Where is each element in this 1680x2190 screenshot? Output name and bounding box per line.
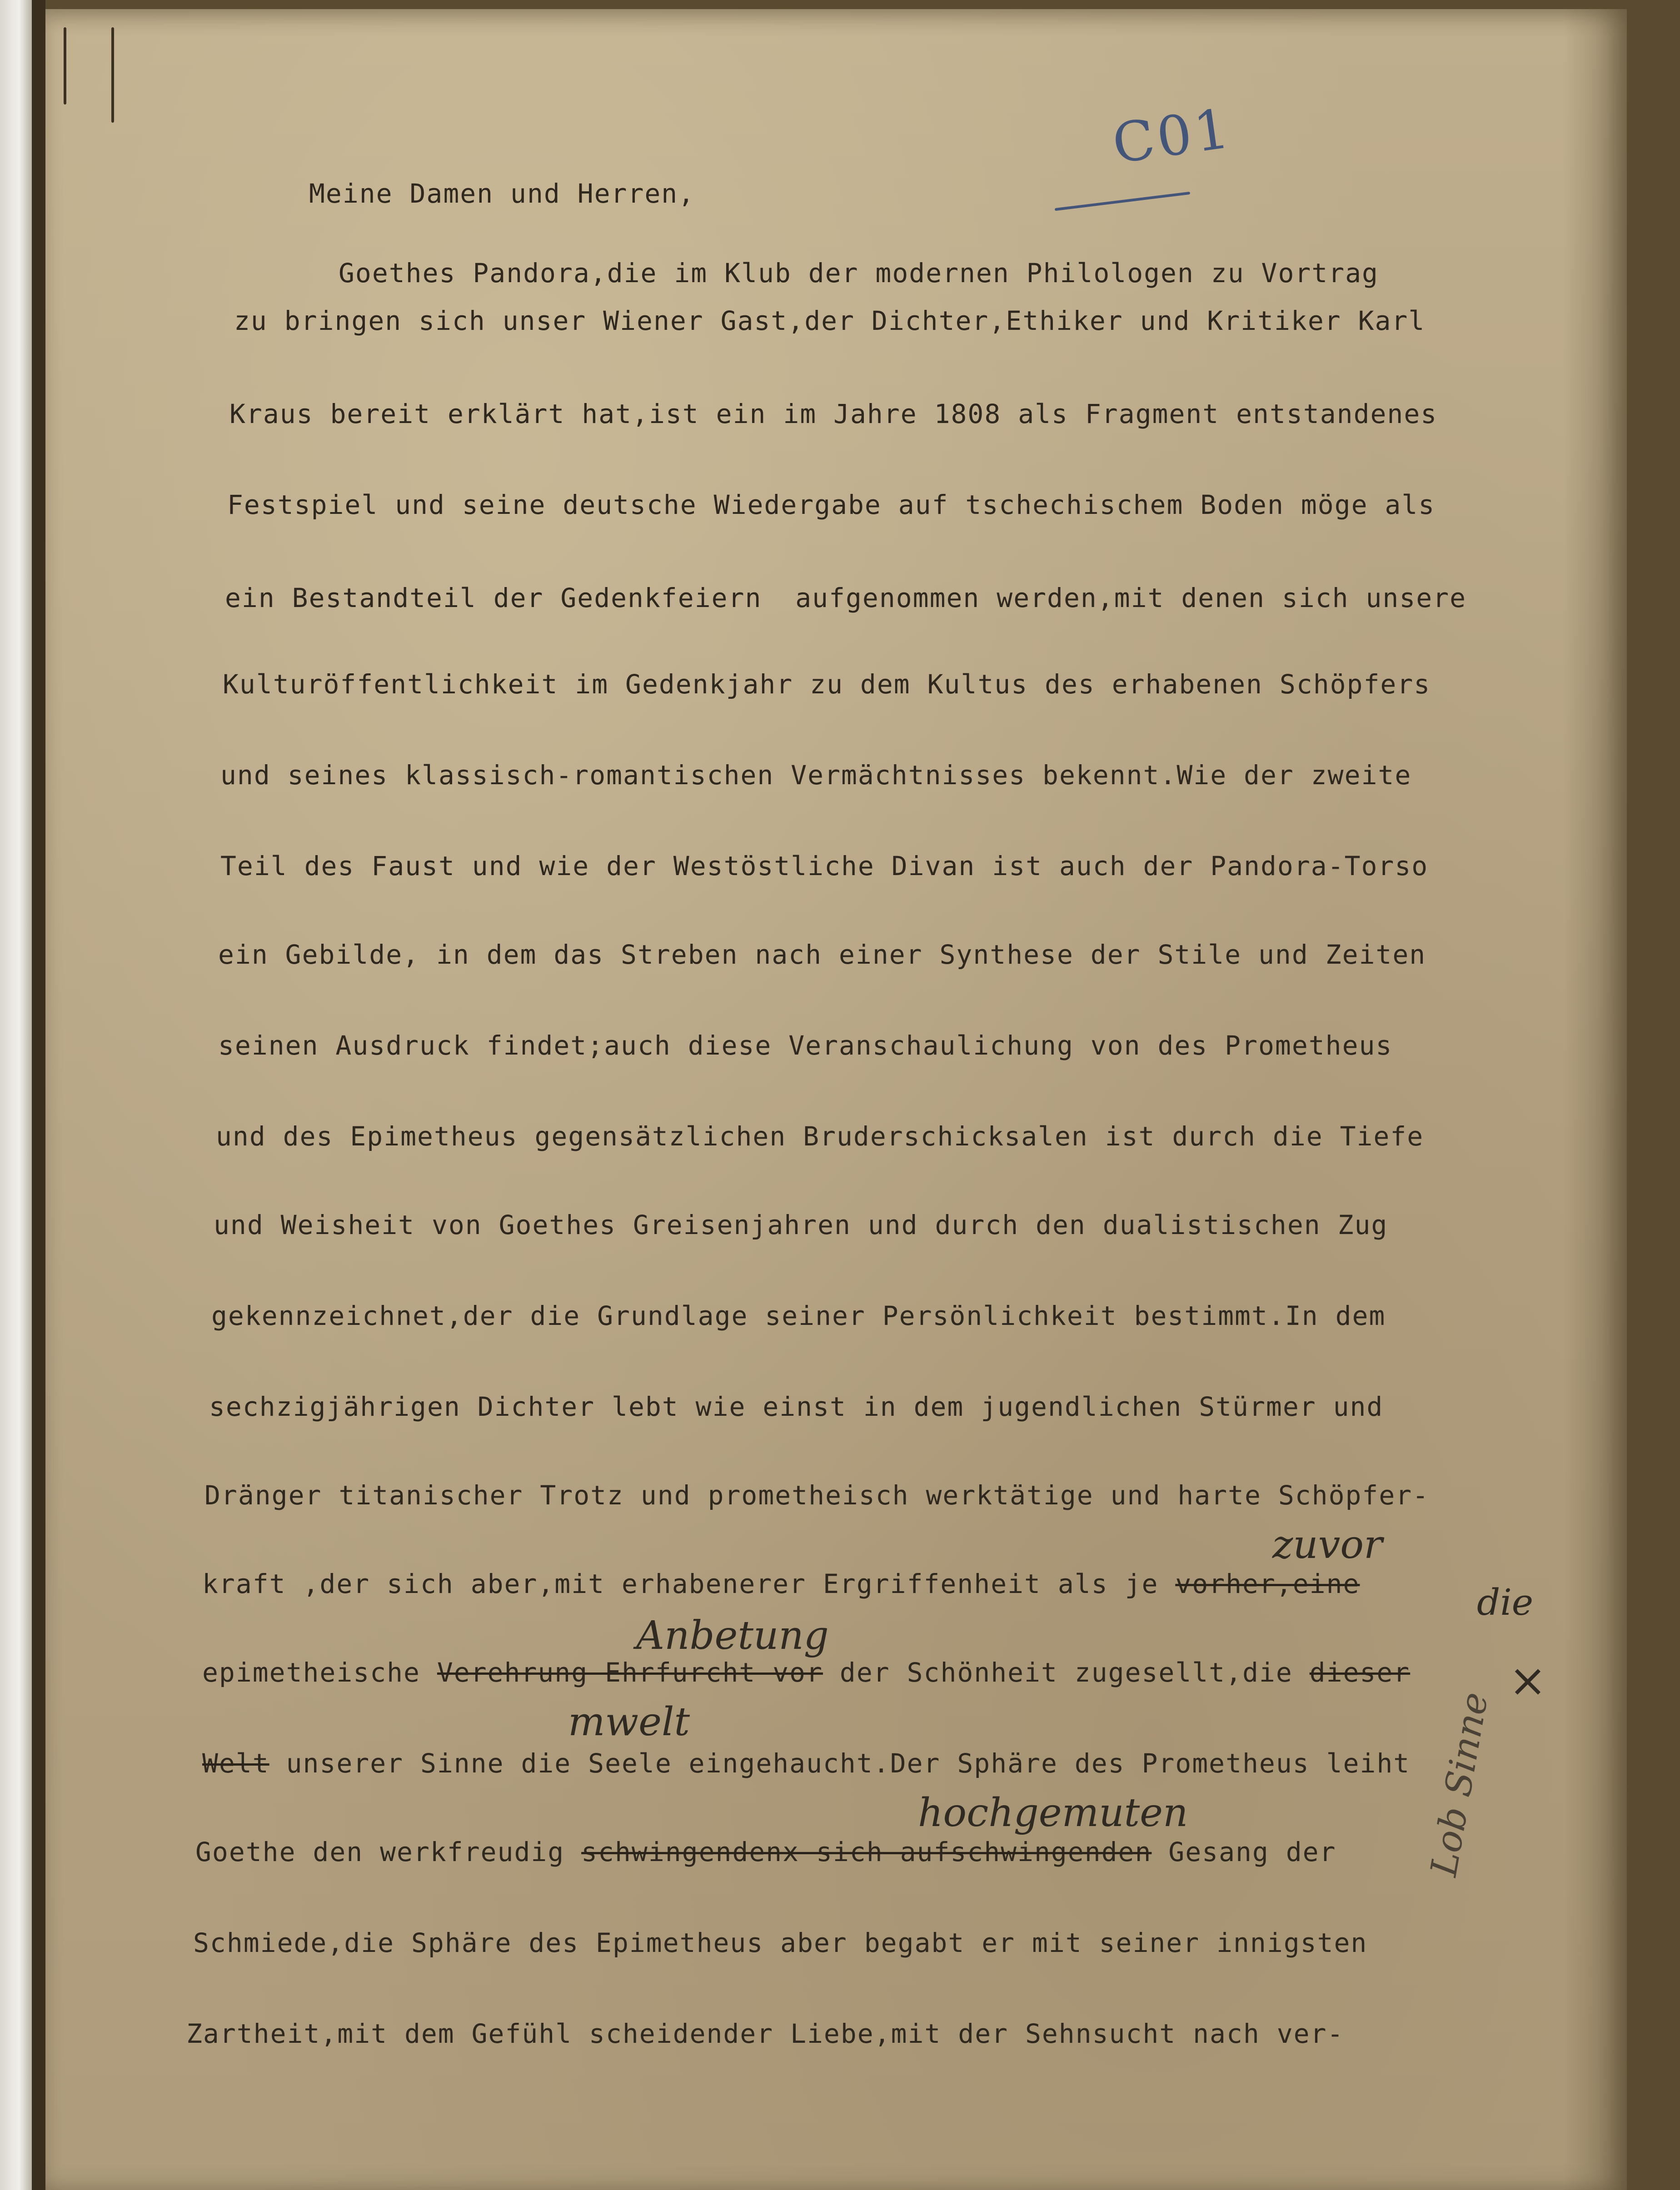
body-line-15: Dränger titanischer Trotz und prometheisch werktätige und harte Schöpfer-: [204, 1480, 1430, 1511]
page-edge-shadow: [1563, 9, 1627, 2190]
body-line-10: seinen Ausdruck findet;auch diese Veranschaulichung von des Prometheus: [218, 1030, 1393, 1061]
line-text: Gesang der: [1152, 1837, 1336, 1867]
closing-line-2: Zartheit,mit dem Gefühl scheidender Liebe,mit der Sehnsucht nach ver-: [186, 2018, 1344, 2049]
body-line-3: Kraus bereit erklärt hat,ist ein im Jahre 1808 als Fragment entstandenes: [229, 398, 1438, 429]
closing-line-1: Schmiede,die Sphäre des Epimetheus aber begabt er mit seiner innigsten: [193, 1927, 1368, 1958]
struck-text: schwingendenx sich aufschwingenden: [581, 1837, 1152, 1867]
body-line-8: Teil des Faust und wie der Westöstliche Divan ist auch der Pandora-Torso: [220, 851, 1429, 881]
handwritten-zuvor: zuvor: [1272, 1522, 1383, 1568]
archive-mark: C01: [1109, 97, 1236, 176]
greeting-line: Meine Damen und Herren,: [309, 178, 695, 209]
body-line-5: ein Bestandteil der Gedenkfeiern aufgenommen werden,mit denen sich unsere: [225, 582, 1467, 613]
binding-strip: [0, 0, 32, 2190]
line-text: unserer Sinne die Seele eingehaucht.Der Sphäre des Prometheus leiht: [269, 1748, 1411, 1779]
struck-text: vorher,eine: [1175, 1568, 1360, 1599]
body-line-4: Festspiel und seine deutsche Wiedergabe auf tschechischem Boden möge als: [227, 489, 1436, 520]
line-text: kraft ,der sich aber,mit erhabenerer Ergriffenheit als je: [202, 1568, 1176, 1599]
line-text: der Schönheit zugesellt,die: [823, 1657, 1310, 1688]
document-page: [45, 9, 1627, 2190]
body-line-12: und Weisheit von Goethes Greisenjahren und durch den dualistischen Zug: [214, 1209, 1388, 1240]
body-line-7: und seines klassisch-romantischen Vermächtnisses bekennt.Wie der zweite: [220, 760, 1412, 791]
body-line-6: Kulturöffentlichkeit im Gedenkjahr zu dem Kultus des erhabenen Schöpfers: [223, 669, 1431, 700]
margin-tick-1: [64, 27, 66, 105]
body-line-2: zu bringen sich unser Wiener Gast,der Dichter,Ethiker und Kritiker Karl: [234, 305, 1426, 336]
spine-edge: [32, 0, 45, 2190]
handwritten-margin-note: Lob Sinne: [1422, 1689, 1496, 1880]
handwritten-die: die: [1477, 1581, 1534, 1623]
handwritten-anbetung: Anbetung: [636, 1613, 829, 1658]
corrected-line-2: [202, 1656, 1410, 1689]
body-line-13: gekennzeichnet,der die Grundlage seiner Persönlichkeit bestimmt.In dem: [211, 1300, 1386, 1331]
struck-text: Verehrung Ehrfurcht vor: [437, 1657, 823, 1688]
handwritten-x-mark: ×: [1509, 1654, 1547, 1707]
struck-text: Welt: [202, 1748, 269, 1779]
corrected-line-3: [202, 1747, 1410, 1780]
handwritten-hochgemuten: hochgemuten: [918, 1790, 1188, 1836]
handwritten-umwelt: mwelt: [568, 1699, 690, 1745]
line-text: Goethe den werkfreudig: [195, 1837, 582, 1867]
corrected-line-1: [202, 1568, 1360, 1600]
margin-tick-2: [111, 27, 114, 123]
corrected-line-4: [195, 1836, 1336, 1868]
line-text: epimetheische: [202, 1657, 437, 1688]
struck-text: dieser: [1309, 1657, 1411, 1688]
body-line-11: und des Epimetheus gegensätzlichen Bruderschicksalen ist durch die Tiefe: [216, 1121, 1424, 1152]
body-line-1: Goethes Pandora,die im Klub der modernen Philologen zu Vortrag: [339, 258, 1379, 289]
archive-mark-underline: [1055, 192, 1190, 211]
body-line-14: sechzigjährigen Dichter lebt wie einst in dem jugendlichen Stürmer und: [209, 1391, 1384, 1422]
body-line-9: ein Gebilde, in dem das Streben nach einer Synthese der Stile und Zeiten: [218, 939, 1426, 970]
